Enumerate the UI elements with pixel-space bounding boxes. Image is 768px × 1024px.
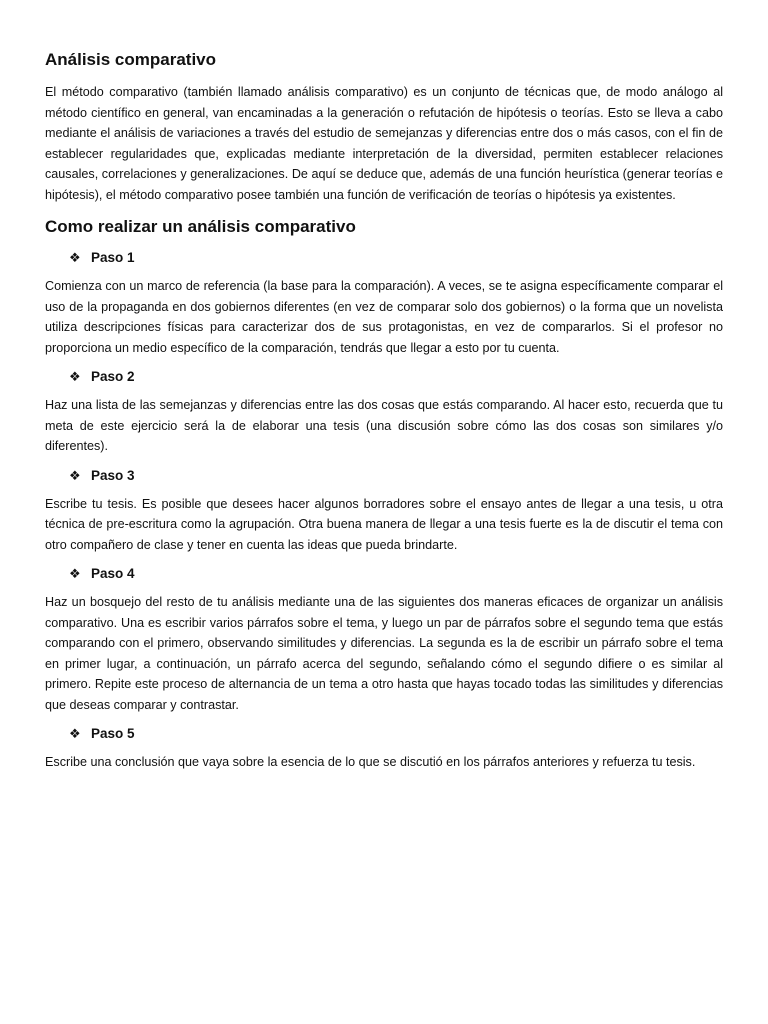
- diamond-bullet-icon: ❖: [69, 726, 81, 741]
- step-heading-5: [69, 723, 723, 745]
- step-label: Paso 2: [91, 369, 135, 384]
- step-heading-2: [69, 366, 723, 388]
- step-paragraph-5: Escribe una conclusión que vaya sobre la esencia de lo que se discutió en los párrafos anteriores y refuerza tu tesis.: [45, 755, 696, 769]
- step-paragraph-1: Comienza con un marco de referencia (la base para la comparación). A veces, se te asigna específicamente comparar el uso de la propaganda en dos gobiernos diferentes (en vez de comparar solo dos gobiernos) o la forma que un novelista utiliza descripciones físicas para caracterizar dos de sus protagonistas, en vez de compararlos. Si el profesor no proporciona un medio específico de la comparación, tendrás que llegar a esto por tu cuenta.: [45, 279, 723, 355]
- step-heading-1: [69, 247, 723, 269]
- step-label: Paso 5: [91, 726, 135, 741]
- step-label: Paso 3: [91, 467, 135, 483]
- step-heading-3: [69, 465, 723, 487]
- diamond-bullet-icon: ❖: [69, 369, 81, 384]
- step-paragraph-4: Haz un bosquejo del resto de tu análisis mediante una de las siguientes dos maneras eficaces de organizar un análisis comparativo. Una es escribir varios párrafos sobre el tema, y luego un par de párrafos sobre el segundo tema que estás comparando con el primero, observando similitudes y diferencias. La segunda es la de escribir un párrafo sobre el tema en primer lugar, a continuación, un párrafo acerca del segundo, señalando cómo el segundo difiere o es similar al primero. Repite este proceso de alternancia de un tema a otro hasta que hayas tocado todas las similitudes y diferencias que deseas comparar y contrastar.: [45, 595, 723, 712]
- step-paragraph-2: Haz una lista de las semejanzas y diferencias entre las dos cosas que estás comparando. Al hacer esto, recuerda que tu meta de este ejercicio será la de elaborar una tesis (una discusión sobre cómo las dos cosas son similares y/o diferentes).: [45, 398, 723, 453]
- step-label: Paso 1: [91, 250, 135, 265]
- diamond-bullet-icon: ❖: [69, 250, 81, 265]
- step-heading-4: [69, 563, 723, 585]
- document-title: Análisis comparativo: [45, 50, 217, 69]
- step-paragraph-3: Escribe tu tesis. Es posible que desees hacer algunos borradores sobre el ensayo antes de llegar a una tesis, u otra técnica de pre-escritura como la agrupación. Otra buena manera de llegar a una tesis fuerte es la de discutir el tema con otro compañero de clase y tener en cuenta las ideas que pueda brindarte.: [45, 496, 723, 552]
- section-heading: Como realizar un análisis comparativo: [45, 217, 356, 236]
- diamond-bullet-icon: ❖: [69, 467, 81, 483]
- step-label: Paso 4: [91, 566, 135, 581]
- intro-paragraph: El método comparativo (también llamado análisis comparativo) es un conjunto de técnicas que, de modo análogo al método científico en general, van encaminadas a la generación o refutación de hipótesis o teorías. Esto se lleva a cabo mediante el análisis de variaciones a través del estudio de semejanzas y diferencias entre dos o más casos, con el fin de establecer regularidades que, explicadas mediante interpretación de la diversidad, permiten establecer relaciones causales, correlaciones y generalizaciones. De aquí se deduce que, además de una función heurística (generar teorías e hipótesis), el método comparativo posee también una función de verificación de teorías o hipótesis ya existentes.: [45, 85, 723, 202]
- diamond-bullet-icon: ❖: [69, 566, 81, 581]
